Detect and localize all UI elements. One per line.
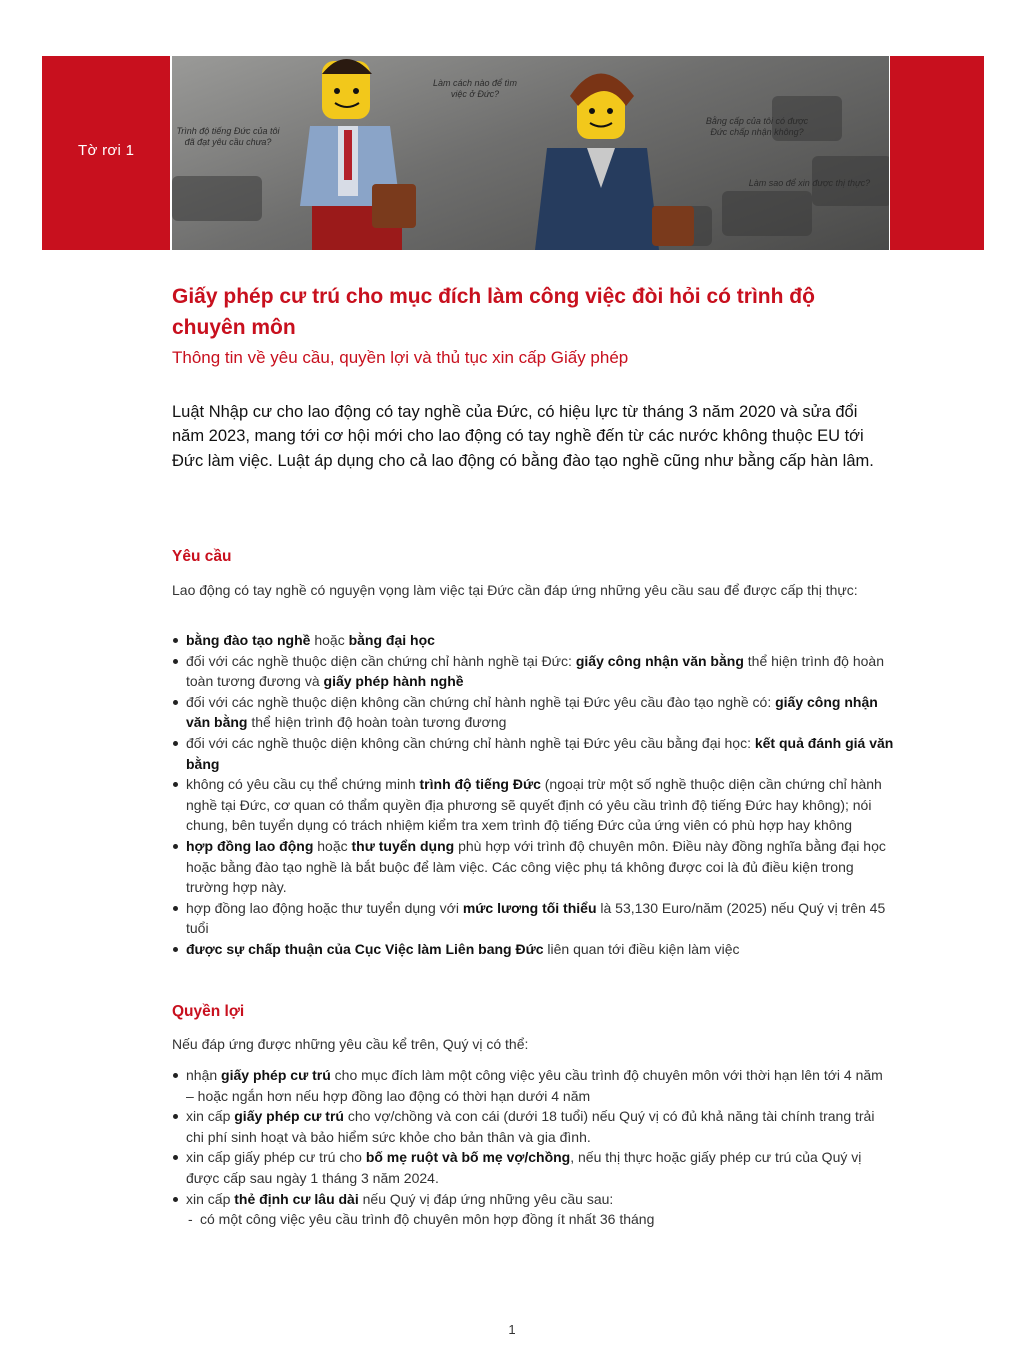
item-text: cho vợ/chồng và con cái (dưới 18 tuổi) nếu Quý vị có đủ khả năng tài chính trang trải chi phí sinh hoạt và bảo hiểm sức khỏe cho bản thân và gia đình. [186,1108,875,1145]
requirement-item [172,692,894,733]
header-red-panel-right [890,56,984,250]
item-text: đối với các nghề thuộc diện cần chứng chỉ hành nghề tại Đức: [186,652,576,669]
bold-term: hợp đồng lao động [186,837,314,854]
item-text: là 53,130 Euro/năm (2025) nếu Quý vị trên 45 tuổi [186,899,886,937]
header-photo [172,56,889,250]
bold-term: giấy công nhận văn bằng [575,652,744,669]
rights-heading: Quyền lợi [172,1003,245,1020]
item-text: , nếu thị thực hoặc giấy phép cư trú của Quý vị được cấp sau ngày 1 tháng 3 năm 2024. [186,1149,862,1186]
bold-term: trình độ tiếng Đức [419,776,541,793]
rights-list [172,1065,894,1230]
requirement-item [172,733,894,774]
page-subtitle: Thông tin về yêu cầu, quyền lợi và thủ tục xin cấp Giấy phép [172,348,629,367]
rights-item [172,1106,894,1147]
item-text: hợp đồng lao động hoặc thư tuyển dụng với [186,899,463,916]
rights-item [172,1189,894,1210]
bold-term: được sự chấp thuận của Cục Việc làm Liên bang Đức [186,940,544,957]
bold-term: giấy phép cư trú [221,1067,331,1083]
item-text: thể hiện trình độ hoàn toàn tương đương [247,714,507,731]
bold-term: giấy phép cư trú [234,1108,344,1125]
speech-bubble-visa: Làm sao để xin được thị thực? [748,178,871,188]
male-figure [300,59,416,250]
item-text: đối với các nghề thuộc diện không cần chứng chỉ hành nghề tại Đức yêu cầu bằng đại học: [186,734,755,751]
requirement-item [172,836,894,898]
bold-term: bằng đào tạo nghề [186,632,311,648]
requirement-item [172,898,894,939]
rights-subitem: - có một công việc yêu cầu trình độ chuyên môn hợp đồng ít nhất 36 tháng [172,1209,894,1230]
requirements-heading: Yêu cầu [172,548,232,565]
bold-term: thư tuyển dụng [351,837,455,854]
item-text: phù hợp với trình độ chuyên môn. Điều này đồng nghĩa bằng đại học hoặc bằng đào tạo nghề là bắt buộc để làm việc. Các công việc phụ tá không được coi là đủ điều kiện trong trường hợp này. [186,837,886,896]
speech-bubble-qualification: Bằng cấp của tôi có được Đức chấp nhận không? [705,116,809,137]
bold-term: giấy phép hành nghề [323,673,464,690]
item-text: xin cấp giấy phép cư trú cho [186,1149,366,1166]
item-text: xin cấp [186,1108,235,1125]
female-figure [535,74,694,251]
bold-term: kết quả đánh giá văn bằng [186,734,894,772]
requirement-item [172,630,894,651]
item-text: đối với các nghề thuộc diện không cần chứng chỉ hành nghề tại Đức yêu cầu đào tạo nghề có: [186,693,776,710]
bold-term: bố mẹ ruột và bố mẹ vợ/chồng [365,1149,571,1166]
requirement-item [172,651,894,692]
rights-item [172,1147,894,1188]
bold-term: thẻ định cư lâu dài [234,1190,359,1207]
item-text: xin cấp [186,1190,235,1207]
rights-item [172,1065,894,1106]
page-number: 1 [508,1322,516,1337]
item-text: cho mục đích làm một công việc yêu cầu trình độ chuyên môn với thời hạn lên tới 4 năm – hoặc ngắn hơn nếu hợp đồng lao động có thời hạn dưới 4 năm [186,1067,883,1104]
item-text: hoặc [310,632,349,648]
intro-paragraph: Luật Nhập cư cho lao động có tay nghề của Đức, có hiệu lực từ tháng 3 năm 2020 và sửa đổi năm 2023, mang tới cơ hội mới cho lao động có tay nghề đến từ các nước không thuộc EU tới Đức làm việc. Luật áp dụng cho cả lao động có bằng đào tạo nghề cũng như bằng cấp hàn lâm. [172,403,874,470]
item-text: nếu Quý vị đáp ứng những yêu cầu sau: [358,1190,614,1207]
bold-term: giấy công nhận văn bằng [186,693,878,731]
item-text: thể hiện trình độ hoàn toàn tương đương và [186,652,884,690]
page-title: Giấy phép cư trú cho mục đích làm công việc đòi hỏi có trình độ chuyên môn [172,285,815,339]
rights-lead: Nếu đáp ứng được những yêu cầu kể trên, Quý vị có thể: [172,1036,529,1052]
requirements-lead: Lao động có tay nghề có nguyện vọng làm việc tại Đức cần đáp ứng những yêu cầu sau để được cấp thị thực: [172,582,858,598]
requirements-list [172,630,894,960]
item-text: liên quan tới điều kiện làm việc [543,940,740,957]
lego-figures-illustration [172,56,889,250]
leaflet-label: Tờ rơi 1 [78,142,135,159]
header-red-panel [42,56,170,250]
item-text: không có yêu cầu cụ thể chứng minh [186,776,420,793]
requirement-item [172,774,894,836]
speech-bubble-job: Làm cách nào để tìm việc ở Đức? [432,78,518,99]
item-text: nhận [186,1067,222,1083]
item-text: hoặc [313,837,352,854]
bold-term: mức lương tối thiểu [462,899,597,916]
bold-term: bằng đại học [348,632,435,648]
speech-bubble-language: Trình độ tiếng Đức của tôi đã đạt yêu cầu chưa? [176,126,280,147]
item-text: (ngoại trừ một số nghề thuộc diện cần chứng chỉ hành nghề tại Đức, cơ quan có thẩm quyền địa phương sẽ quyết định có yêu cầu trình độ tiếng Đức hay không); nói chung, bên tuyển dụng có trách nhiệm kiểm tra xem trình độ tiếng Đức của ứng viên có phù hợp hay không [186,776,882,834]
requirement-item [172,939,894,960]
